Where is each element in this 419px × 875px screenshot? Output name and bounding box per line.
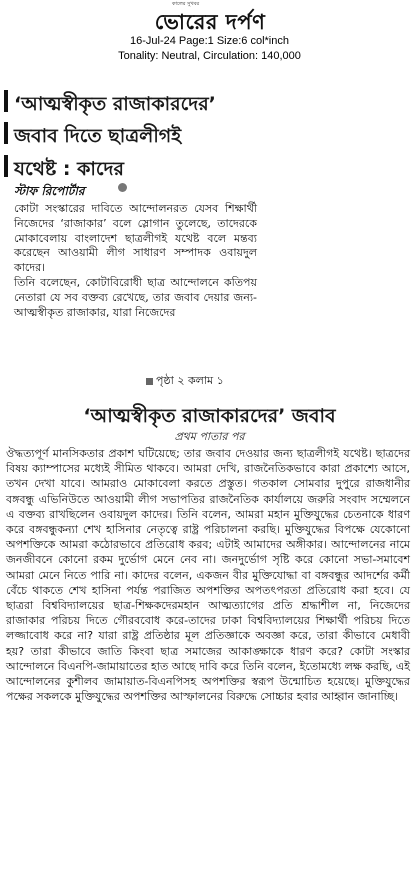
byline-dot-icon [118,183,127,192]
headline-line-3: যথেষ্ট : কাদের [14,158,124,180]
clip-metadata-2: Tonality: Neutral, Circulation: 140,000 [118,50,301,62]
paper-tagline: কালের সুখবর [172,1,200,7]
article-paragraph: তিনি বলেছেন, কোটাবিরোধী ছাত্র আন্দোলনে কতিপয় নেতারা যে সব বক্তব্য রেখেছে, তার জবাব দেয়ার জন্য- আত্মস্বীকৃত রাজাকার, যারা নিজেদের [14,275,257,319]
jump-page-article [0,398,419,868]
jump-subhead: প্রথম পাতার পর [174,430,245,443]
continued-on [146,372,224,391]
continue-marker-icon [146,378,153,385]
headline-line-2: জবাব দিতে ছাত্রলীগই [14,125,182,147]
byline: স্টাফ রিপোর্টার [14,184,85,198]
jump-headline: ‘আত্মস্বীকৃত রাজাকারদের’ জবাব [83,405,336,427]
front-page-article [0,80,419,398]
article-paragraph: কোটা সংস্কারের দাবিতে আন্দোলনরত যেসব শিক্ষার্থী নিজেদের ‘রাজাকার’ বলে স্লোগান তুলেছে, তাদেরকে মোকাবেলায় বাংলাদেশ ছাত্রলীগই যথেষ্ট বলে মন্তব্য করেছেন আওয়ামী লীগ সাধারণ সম্পাদক ওবায়দুল কাদের। [14,202,257,275]
article-body [14,202,257,320]
newspaper-name: ভোরের দর্পণ [154,9,266,34]
continued-on-label: পৃষ্ঠা ২ কলাম ১ [156,374,224,387]
headline-rule [4,90,8,112]
clip-metadata: 16-Jul-24 Page:1 Size:6 col*inch [130,35,289,47]
article-paragraph: ঔদ্ধত্যপূর্ণ মানসিকতার প্রকাশ ঘটিয়েছে; তার জবাব দেওয়ার জন্য ছাত্রলীগই যথেষ্ট। ছাত্রদের বিষয় ক্যাম্পাসের মধ্যেই সীমিত থাকবে। আমরা দেখি, রাজনৈতিকভাবে কারা প্রকাশ্যে আসে, তখন দেখা যাবে। আমরাও মোকাবেলা করতে প্রস্তুত। গতকাল সোমবার দুপুরে রাজধানীর বঙ্গবন্ধু এভিনিউতে আওয়ামী লীগ সভাপতির রাজনৈতিক কার্যালয়ে জরুরি সংবাদ সম্মেলনে এ বক্তব্য রাখছিলেন ওবায়দুল কাদের। তিনি বলেন, আমরা মহান মুক্তিযুদ্ধের চেতনাকে ধারণ করে বঙ্গবন্ধুকন্যা শেখ হাসিনার নেতৃত্বে রাষ্ট্র পরিচালনা করছি। মুক্তিযুদ্ধের বিপক্ষে যেকোনো অপশক্তিকে আমরা কঠোরভাবে প্রতিরোধ করব; এটাই আমাদের অঙ্গীকার। আন্দোলনের নামে জনজীবনে কোনো রকম দুর্ভোগ মেনে নেব না। জনদুর্ভোগ সৃষ্টি করে কোনো সভা-সমাবেশ আমরা মেনে নিতে পারি না। কাদের বলেন, একজন বীর মুক্তিযোদ্ধা বা বঙ্গবন্ধুর আদর্শের কর্মী বেঁচে থাকতে শেখ হাসিনা পর্যন্ত পরাজিত অপশক্তির অপতৎপরতা প্রতিরোধ করা হবে। যে ছাত্ররা বিশ্ববিদ্যালয়ের ছাত্র-শিক্ষকদেরমহান আত্মত্যাগের প্রতি শ্রদ্ধাশীল না, নিজেদের রাজাকার পরিচয় দিতে গৌরববোধ করে-তাদের ঢাকা বিশ্ববিদ্যালয়ের শিক্ষার্থী পরিচয় দিতে লজ্জাবোধ করে না? যারা রাষ্ট্র প্রতিষ্ঠার মূল প্রতিজ্ঞাকে অবজ্ঞা করে, তারা কীভাবে মেধাবী হয়? তারা কীভাবে জাতি কিংবা ছাত্র সমাজের আকাঙ্ক্ষাকে ধারণ করে? কোটা সংস্কার আন্দোলনে বিএনপি-জামায়াতের হাত আছে দাবি করে তিনি বলেন, ইতোমধ্যে লক্ষ করছি, এই আন্দোলনের কুশীলব জামায়াত-বিএনপিসহ অপশক্তির স্বরূপ উন্মোচিত হয়েছে। মুক্তিযুদ্ধের পক্ষের সকলকে মুক্তিযুদ্ধের অপশক্তির আস্ফালনের বিরুদ্ধে সোচ্চার হবার আহ্বান জানাচ্ছি। [6,447,410,704]
headline-rule [4,155,8,177]
jump-article-body [6,446,410,704]
headline-line-1: ‘আত্মস্বীকৃত রাজাকারদের’ [14,93,216,115]
headline-rule [4,122,8,144]
newspaper-masthead [0,0,419,80]
